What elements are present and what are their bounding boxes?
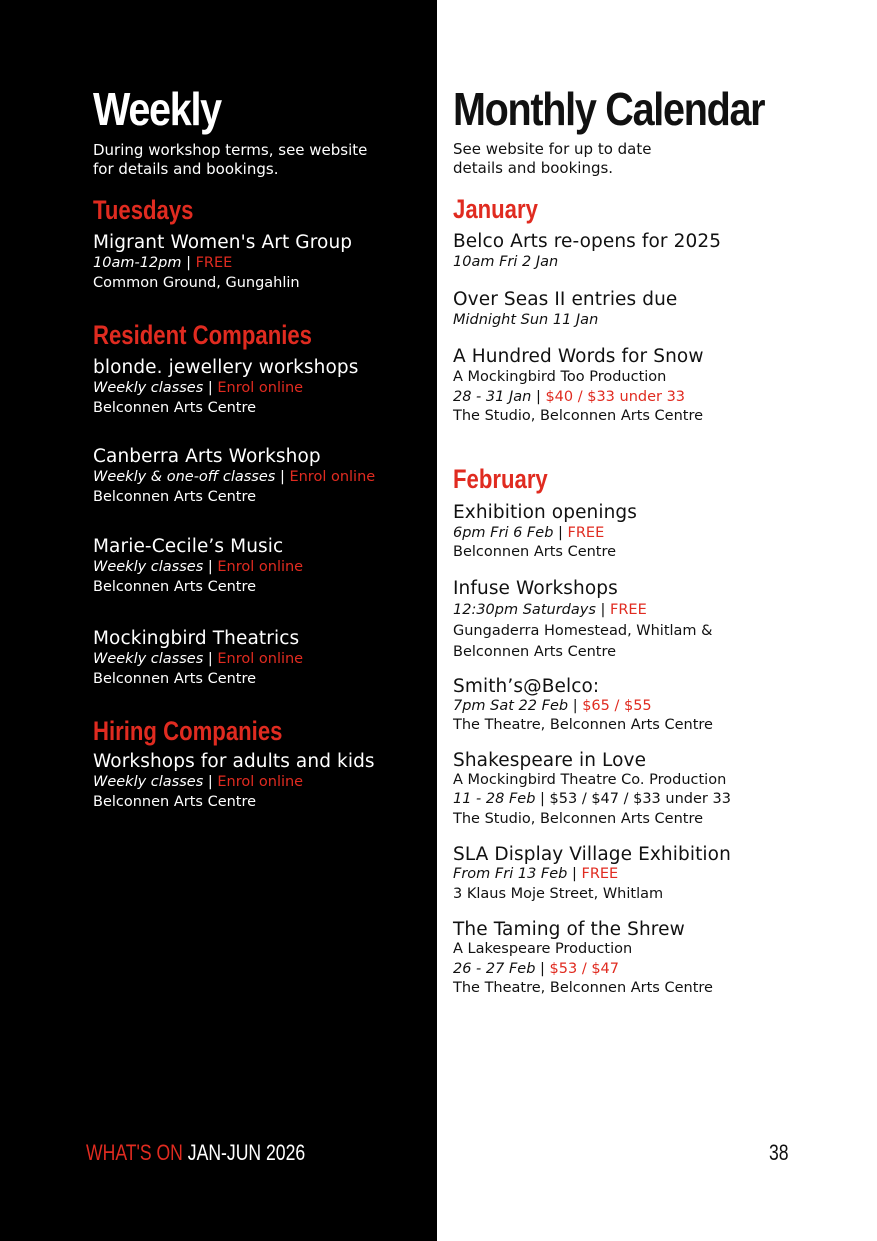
event-entry	[453, 502, 873, 563]
event-price: FREE	[610, 601, 647, 618]
event-venue: Belconnen Arts Centre	[453, 544, 617, 560]
event-venue: Belconnen Arts Centre	[93, 488, 257, 505]
event-entry	[453, 845, 873, 904]
event-time: From Fri 13 Feb	[453, 866, 568, 882]
event-time-line: Weekly classes | Enrol online	[93, 651, 304, 667]
left-panel-weekly	[0, 0, 437, 1241]
event-entry	[453, 751, 873, 830]
event-time-line: 28 - 31 Jan | $40 / $33 under 33	[453, 388, 686, 405]
hiring-companies-heading: Hiring Companies	[93, 716, 283, 746]
event-time: 26 - 27 Feb	[453, 960, 536, 977]
event-time: Weekly classes	[93, 651, 204, 667]
event-entry	[93, 446, 433, 507]
enrol-online-link[interactable]: Enrol online	[217, 774, 304, 790]
weekly-intro-line: for details and bookings.	[93, 160, 279, 178]
event-title: Smith’s@Belco:	[453, 675, 600, 697]
event-time: 12:30pm Saturdays	[453, 601, 596, 618]
event-title: Shakespeare in Love	[453, 749, 647, 771]
event-entry	[93, 628, 433, 689]
event-entry	[93, 232, 433, 293]
monthly-intro-line: See website for up to date	[453, 140, 652, 158]
event-title: Migrant Women's Art Group	[93, 232, 353, 253]
event-title: Workshops for adults and kids	[93, 751, 375, 772]
page-number: 38	[769, 1140, 789, 1165]
event-time-line: Weekly classes | Enrol online	[93, 380, 304, 396]
enrol-online-link[interactable]: Enrol online	[289, 469, 376, 485]
enrol-online-link[interactable]: Enrol online	[217, 651, 304, 667]
event-venue: Belconnen Arts Centre	[93, 578, 257, 595]
event-venue: The Theatre, Belconnen Arts Centre	[453, 717, 713, 733]
event-time-line: 6pm Fri 6 Feb | FREE	[453, 524, 605, 541]
footer-publication-label	[86, 1140, 305, 1166]
event-time: 7pm Sat 22 Feb	[453, 697, 569, 714]
event-price: $65 / $55	[582, 697, 652, 714]
event-title: Infuse Workshops	[453, 577, 618, 599]
event-title: A Hundred Words for Snow	[453, 346, 704, 367]
event-time: Midnight Sun 11 Jan	[453, 311, 599, 328]
event-title: SLA Display Village Exhibition	[453, 844, 731, 865]
event-time-line: 11 - 28 Feb | $53 / $47 / $33 under 33	[453, 791, 731, 807]
monthly-title: Monthly Calendar	[453, 83, 765, 135]
tuesdays-heading: Tuesdays	[93, 195, 194, 225]
event-entry	[453, 578, 873, 663]
event-price: $53 / $47 / $33 under 33	[549, 791, 731, 807]
event-venue: Belconnen Arts Centre	[93, 793, 257, 810]
event-venue: Common Ground, Gungahlin	[93, 274, 300, 291]
event-venue: The Studio, Belconnen Arts Centre	[453, 408, 704, 424]
event-venue: 3 Klaus Moje Street, Whitlam	[453, 885, 664, 902]
right-panel-monthly	[437, 0, 877, 1241]
event-time-line: Weekly classes | Enrol online	[93, 559, 304, 575]
weekly-title: Weekly	[93, 83, 221, 135]
event-time-line: Weekly classes | Enrol online	[93, 774, 304, 790]
event-title: The Taming of the Shrew	[453, 919, 685, 940]
weekly-intro	[93, 141, 433, 179]
monthly-column	[453, 83, 873, 999]
event-price: FREE	[567, 524, 605, 541]
event-venue: Belconnen Arts Centre	[93, 399, 257, 416]
january-heading: January	[453, 194, 538, 224]
event-entry	[453, 289, 873, 331]
event-venue: Gungaderra Homestead, Whitlam &	[453, 622, 713, 639]
weekly-column	[93, 83, 433, 812]
event-venue: Belconnen Arts Centre	[93, 670, 257, 687]
enrol-online-link[interactable]: Enrol online	[217, 559, 304, 575]
event-title: Mockingbird Theatrics	[93, 628, 300, 649]
event-time: 10am-12pm	[93, 255, 182, 271]
event-entry	[453, 346, 873, 427]
event-time: Weekly classes	[93, 380, 204, 396]
weekly-intro-line: During workshop terms, see website	[93, 141, 368, 159]
resident-companies-heading: Resident Companies	[93, 320, 312, 350]
event-time-line: From Fri 13 Feb | FREE	[453, 866, 619, 882]
event-time: 10am Fri 2 Jan	[453, 254, 559, 270]
event-title: Exhibition openings	[453, 501, 638, 523]
event-time: Weekly & one-off classes	[93, 469, 276, 485]
event-entry	[453, 920, 873, 999]
event-time-line: Weekly & one-off classes | Enrol online	[93, 469, 376, 485]
footer-whats-on: WHAT'S ON	[86, 1140, 183, 1165]
monthly-intro	[453, 140, 873, 178]
event-title: Over Seas II entries due	[453, 288, 678, 310]
event-time: Weekly classes	[93, 559, 204, 575]
event-price: FREE	[581, 866, 619, 882]
event-price: $53 / $47	[549, 960, 620, 977]
event-price: $40 / $33 under 33	[545, 388, 686, 405]
event-time: 11 - 28 Feb	[453, 791, 536, 807]
event-title: Canberra Arts Workshop	[93, 446, 321, 467]
event-time: 28 - 31 Jan	[453, 388, 532, 405]
event-entry	[93, 536, 433, 597]
event-entry	[453, 677, 873, 736]
event-time-line: 26 - 27 Feb | $53 / $47	[453, 960, 620, 977]
event-venue: Belconnen Arts Centre	[453, 643, 617, 660]
event-title: blonde. jewellery workshops	[93, 357, 359, 378]
event-entry	[93, 751, 433, 812]
footer-date-range: JAN-JUN 2026	[187, 1140, 306, 1165]
event-time: Weekly classes	[93, 774, 204, 790]
event-time-line: 7pm Sat 22 Feb | $65 / $55	[453, 697, 652, 714]
event-price: FREE	[195, 255, 233, 271]
monthly-intro-line: details and bookings.	[453, 159, 614, 177]
event-entry	[93, 357, 433, 418]
event-time: 6pm Fri 6 Feb	[453, 524, 554, 541]
event-venue: The Studio, Belconnen Arts Centre	[453, 810, 704, 827]
event-subtitle: A Mockingbird Theatre Co. Production	[453, 771, 727, 788]
enrol-online-link[interactable]: Enrol online	[217, 380, 304, 396]
event-time-line: 12:30pm Saturdays | FREE	[453, 601, 647, 618]
event-venue: The Theatre, Belconnen Arts Centre	[453, 980, 713, 996]
february-heading: February	[453, 463, 548, 494]
event-subtitle: A Lakespeare Production	[453, 941, 633, 957]
event-title: Marie-Cecile’s Music	[93, 536, 284, 557]
event-subtitle: A Mockingbird Too Production	[453, 369, 667, 385]
event-time-line: 10am-12pm | FREE	[93, 255, 233, 271]
event-title: Belco Arts re-opens for 2025	[453, 231, 722, 252]
event-entry	[453, 231, 873, 273]
